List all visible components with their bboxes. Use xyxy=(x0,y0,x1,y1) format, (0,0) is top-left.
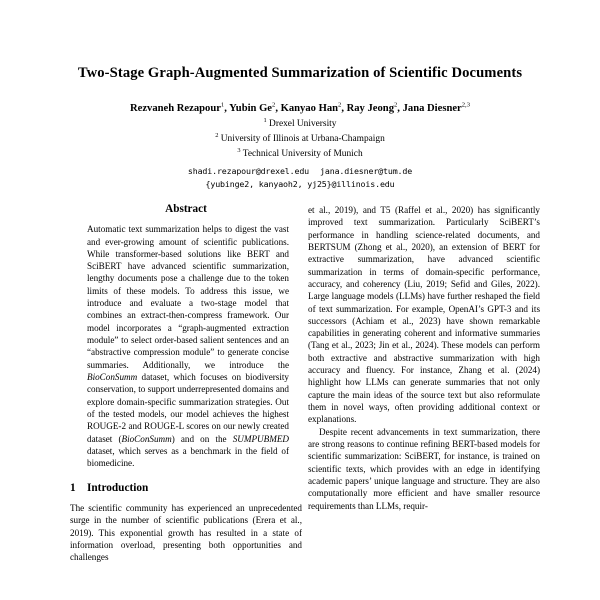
abstract-paragraph: Automatic text summarization helps to digest the vast and ever-growing amount of scientific publications. While transformer-based solutions like BERT and SciBERT have advanced scientific summarization, lengthy documents pose a challenge due to the token limits of these models. To address this issue, we introduce and evaluate a two-stage model that combines an extract-then-compress framework. Our model incorporates a “graph-augmented extraction module” to select order-based salient sentences and an “abstractive compression module” to generate concise summaries. Additionally, we introduce the BioConSumm dataset, which focuses on biodiversity conservation, to support underrepresented domains and explore domain-specific summarization strategies. Out of the tested models, our model achieves the highest ROUGE-2 and ROUGE-L scores on our newly created dataset (BioConSumm) and on the SUMPUBMED dataset, which serves as a benchmark in the field of biomedicine. xyxy=(87,224,289,469)
email-line-1 xyxy=(60,165,540,178)
right-paragraph-2: Despite recent advancements in text summarization, there are strong reasons to continue refining BERT-based models for scientific summarization: SciBERT, for instance, is trained on scientific texts, which provides with an edge in identifying academic papers’ unique language and structure. They are also computationally more efficient and have smaller resource requirements than LLMs, requir- xyxy=(308,426,540,511)
affiliation-marker-3: 3 xyxy=(237,146,241,154)
affiliation-marker-2: 2 xyxy=(215,131,219,139)
affiliation-name-1: Drexel University xyxy=(269,119,337,129)
right-column xyxy=(308,204,540,563)
email-rezapour[interactable]: shadi.rezapour@drexel.edu xyxy=(187,165,310,176)
right-paragraph-continued: et al., 2019), and T5 (Raffel et al., 2020) has significantly improved text summarization. Particularly SciBERT’s performance in handling science-related documents, and BERTSUM (Zhong et al., 2020), an extension of BERT for extractive summarization, have advanced scientific summarization in terms of domain-specific performance, accuracy, and coherency (Liu, 2019; Sefid and Giles, 2022). Large language models (LLMs) have further reshaped the field of text summarization. For example, OpenAI’s GPT-3 and its successors (Achiam et al., 2023) have shown remarkable capabilities in generating coherent and informative summaries (Tang et al., 2023; Jin et al., 2024). These models can perform both extractive and abstractive summarization with high accuracy and fluency. For instance, Zhang et al. (2024) highlight how LLMs can generate summaries that not only capture the main ideas of the source text but also reformulate them in novel ways, often providing additional context or explanations. xyxy=(308,205,540,425)
body-columns xyxy=(0,204,600,563)
email-illinois-group[interactable]: {yubinge2, kanyaoh2, yj25}@illinois.edu xyxy=(205,178,395,189)
title-block xyxy=(0,0,600,191)
abstract-heading: Abstract xyxy=(165,203,207,215)
email-line-2 xyxy=(60,178,540,191)
affiliation-name-2: University of Illinois at Urbana-Champaign xyxy=(220,133,385,144)
section-number: 1 xyxy=(70,482,76,495)
affiliation-marker-1: 1 xyxy=(263,116,267,124)
affiliation-1 xyxy=(60,118,540,131)
section-heading-introduction xyxy=(70,482,302,494)
author-list: Rezvaneh Rezapour$^1$, Yubin Ge$^2$, Kanyao Han$^2$, Ray Jeong$^2$, Jana Diesner$^{2,3}$ xyxy=(130,101,470,115)
left-column xyxy=(70,204,302,563)
affiliation-name-3: Technical University of Munich xyxy=(242,148,363,159)
page-title: Two-Stage Graph-Augmented Summarization of Scientific Documents xyxy=(77,65,523,81)
affiliation-3 xyxy=(60,148,540,161)
email-block xyxy=(60,165,540,191)
abstract-body xyxy=(70,223,302,469)
introduction-paragraph-1: The scientific community has experienced an unprecedented surge in the number of scientific publications (Erera et al., 2019). This exponential growth has resulted in a state of information overload, presenting both opportunities and challenges xyxy=(70,502,302,563)
email-diesner[interactable]: jana.diesner@tum.de xyxy=(320,165,413,176)
affiliation-2 xyxy=(60,133,540,146)
section-title: Introduction xyxy=(87,482,149,495)
